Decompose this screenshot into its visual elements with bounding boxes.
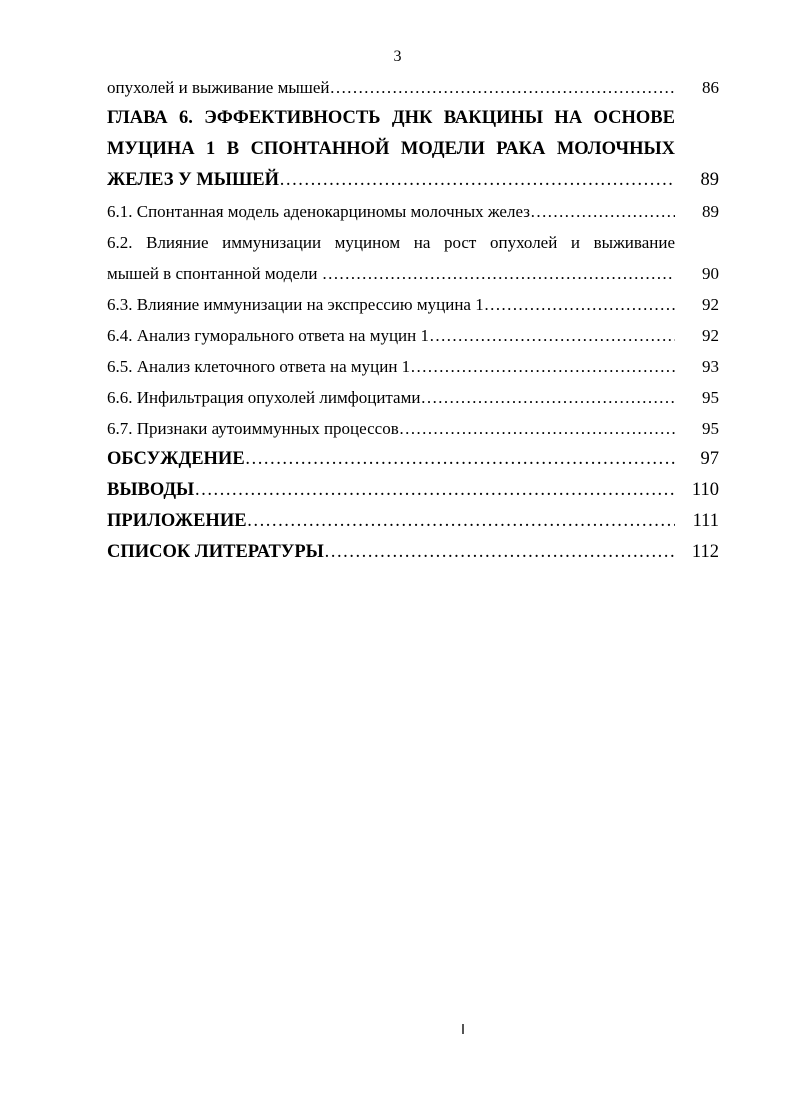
toc-entry-title: 6.3. Влияние иммунизации на экспрессию муцина 1 …………………………………………………………………………………………………………………………………………………………………… [107,289,675,320]
toc-entry-title: ПРИЛОЖЕНИЕ …………………………………………………………………………………………………………………………………………………………………… [107,506,675,537]
chapter-6-heading-line-3: ЖЕЛЕЗ У МЫШЕЙ …………………………………………………………………………………………………………………………………………………………………… [107,165,675,196]
toc-entry-chapter-6 [107,165,719,196]
scan-mark [462,1024,464,1034]
table-of-contents [107,72,719,568]
toc-entry-6-7 [107,413,719,444]
toc-entry-page: 95 [702,388,719,407]
toc-entry-title: 6.4. Анализ гуморального ответа на муцин 1 …………………………………………………………………………………………………………………………………………………………………… [107,320,675,351]
toc-entry-6-2 [107,258,719,289]
toc-entry-page: 95 [702,419,719,438]
toc-entry-page: 92 [702,295,719,314]
toc-entry-references [107,537,719,568]
toc-entry-page: 86 [702,78,719,97]
toc-entry-page: 92 [702,326,719,345]
toc-entry-page: 110 [691,480,719,500]
toc-entry-title: мышей в спонтанной модели …………………………………………………………………………………………………………………………………………………………………… [107,258,675,289]
page-number: 3 [393,48,402,65]
toc-entry-page: 93 [702,357,719,376]
chapter-6-heading-line-1: ГЛАВА 6. ЭФФЕКТИВНОСТЬ ДНК ВАКЦИНЫ НА ОСНОВЕ [107,108,675,128]
toc-entry-discussion [107,444,719,475]
toc-entry-title: ВЫВОДЫ …………………………………………………………………………………………………………………………………………………………………… [107,475,675,506]
toc-entry-title: 6.7. Признаки аутоиммунных процессов …………………………………………………………………………………………………………………………………………………………………… [107,413,675,444]
toc-entry-tumors-survival [107,72,719,103]
toc-entry-title: СПИСОК ЛИТЕРАТУРЫ …………………………………………………………………………………………………………………………………………………………………… [107,537,675,568]
toc-entry-page: 89 [702,202,719,221]
toc-entry-6-3 [107,289,719,320]
toc-entry-6-4 [107,320,719,351]
toc-entry-conclusions [107,475,719,506]
toc-entry-6-6 [107,382,719,413]
toc-entry-title: 6.1. Спонтанная модель аденокарциномы молочных желез …………………………………………………………………………………………………………………………………………………………………… [107,196,675,227]
toc-entry-title: 6.5. Анализ клеточного ответа на муцин 1 …………………………………………………………………………………………………………………………………………………………………… [107,351,675,382]
toc-entry-title: ОБСУЖДЕНИЕ …………………………………………………………………………………………………………………………………………………………………… [107,444,675,475]
toc-entry-6-5 [107,351,719,382]
toc-entry-6-2-line-1: 6.2. Влияние иммунизации муцином на рост опухолей и выживание [107,233,675,252]
toc-entry-title: 6.6. Инфильтрация опухолей лимфоцитами …………………………………………………………………………………………………………………………………………………………………… [107,382,675,413]
toc-entry-title: опухолей и выживание мышей …………………………………………………………………………………………………………………………………………………………………… [107,72,675,103]
toc-entry-page: 111 [692,511,719,531]
chapter-6-heading-line-2: МУЦИНА 1 В СПОНТАННОЙ МОДЕЛИ РАКА МОЛОЧНЫХ [107,139,675,159]
toc-entry-appendix [107,506,719,537]
toc-entry-page: 97 [700,449,719,469]
toc-entry-page: 89 [700,170,719,190]
toc-entry-6-1 [107,196,719,227]
toc-entry-page: 90 [702,264,719,283]
toc-entry-page: 112 [691,542,719,562]
